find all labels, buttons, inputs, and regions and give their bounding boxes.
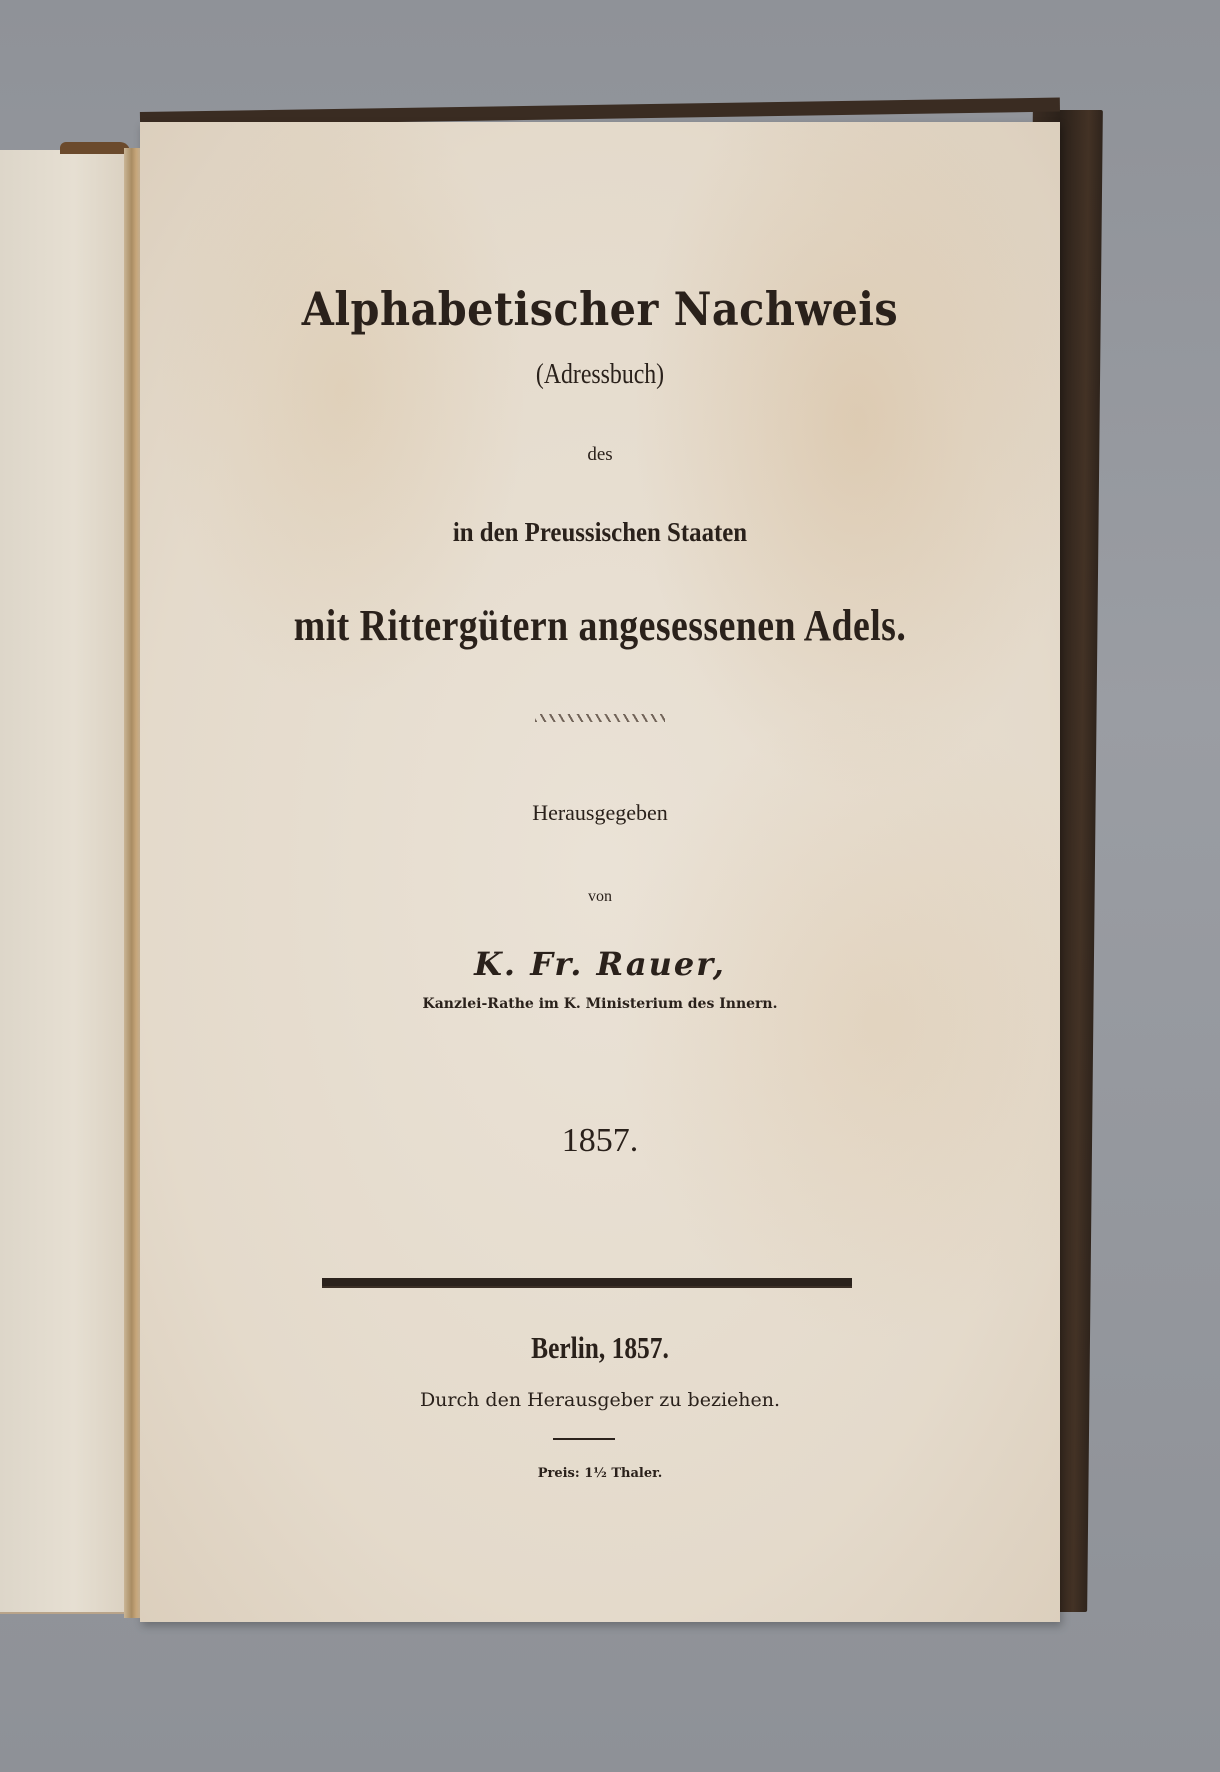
author-role: Kanzlei-Rathe im K. Ministerium des Innern. [422, 996, 778, 1012]
edited-label: Herausgegeben [532, 800, 668, 825]
short-rule-divider [553, 1438, 615, 1440]
publication-year: 1857. [561, 1122, 639, 1159]
wavy-ornament-divider [140, 707, 1060, 721]
book-title: Alphabetischer Nachweis [301, 282, 899, 336]
left-blank-page [0, 150, 135, 1614]
book-subtitle: (Adressbuch) [535, 359, 665, 390]
imprint-distribution: Durch den Herausgeber zu beziehen. [419, 1389, 781, 1411]
thick-rule-divider [322, 1278, 852, 1288]
by-label: von [588, 888, 612, 905]
author-name: K. Fr. Rauer, [474, 945, 726, 983]
imprint-city-year: Berlin, 1857. [531, 1330, 669, 1365]
torn-spine-top [60, 142, 130, 154]
title-page [140, 122, 1060, 1622]
imprint-price: Preis: 1½ Thaler. [537, 1466, 663, 1481]
title-line-staaten: in den Preussischen Staaten [452, 517, 748, 547]
title-line-adels: mit Rittergütern angesessenen Adels. [293, 601, 907, 650]
connector-text: des [587, 444, 613, 465]
wavy-rule-icon [535, 714, 665, 722]
